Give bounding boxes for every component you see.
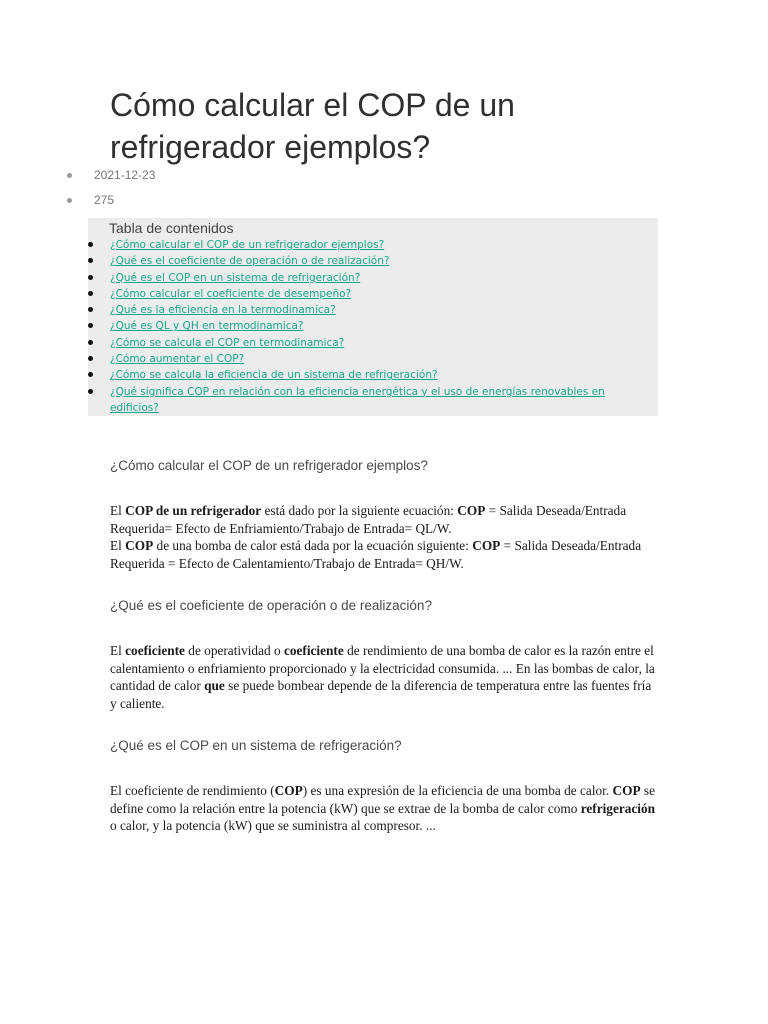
section-paragraph bbox=[110, 642, 660, 712]
bold-term: coeficiente bbox=[125, 643, 185, 658]
bold-term: que bbox=[204, 678, 225, 693]
toc-link[interactable]: ¿Qué es QL y QH en termodinamica? bbox=[110, 320, 304, 333]
text-run: ) es una expresión de la eficiencia de una bomba de calor. bbox=[302, 783, 613, 798]
toc-link[interactable]: ¿Cómo aumentar el COP? bbox=[110, 353, 245, 366]
text-run: El bbox=[110, 538, 126, 553]
section-paragraph bbox=[110, 502, 660, 572]
text-run: está dado por la siguiente ecuación: bbox=[261, 503, 458, 518]
bullet-icon bbox=[88, 307, 93, 312]
table-of-contents bbox=[88, 218, 658, 416]
bullet-icon bbox=[67, 198, 72, 203]
bullet-icon bbox=[88, 275, 93, 280]
toc-item bbox=[88, 351, 658, 367]
toc-item bbox=[88, 335, 658, 351]
toc-link[interactable]: ¿Cómo calcular el COP de un refrigerador ejemplos? bbox=[110, 239, 385, 251]
toc-item bbox=[88, 384, 658, 417]
toc-link[interactable]: ¿Qué es el coeficiente de operación o de realización? bbox=[110, 255, 390, 268]
text-run: de rendimiento de una bomba de calor es la razón entre el calentamiento o enfriamiento proporcionado y la electricidad consumida. ... En las bombas de calor, la cantidad de calor bbox=[110, 643, 655, 693]
toc-item bbox=[88, 286, 658, 302]
toc-link[interactable]: ¿Cómo se calcula el COP en termodinamica? bbox=[110, 336, 345, 349]
bullet-icon bbox=[88, 323, 93, 328]
text-run: o calor, y la potencia (kW) que se suministra al compresor. ... bbox=[110, 818, 436, 833]
text-run: de una bomba de calor está dada por la ecuación siguiente: bbox=[153, 538, 473, 553]
toc-link[interactable]: ¿Qué significa COP en relación con la eficiencia energética y el uso de energías renovables en edificios? bbox=[110, 385, 605, 414]
toc-item bbox=[88, 253, 658, 269]
toc-item bbox=[88, 270, 658, 286]
toc-link[interactable]: ¿Qué es el COP en un sistema de refrigeración? bbox=[110, 271, 361, 284]
text-run: se define como la relación entre la potencia (kW) que se extrae de la bomba de calor como bbox=[110, 783, 655, 816]
bullet-icon bbox=[88, 356, 93, 361]
bullet-icon bbox=[88, 242, 93, 247]
text-run: El bbox=[110, 643, 126, 658]
article-title: Cómo calcular el COP de un refrigerador ejemplos? bbox=[110, 87, 515, 165]
meta-views bbox=[0, 191, 155, 216]
bullet-icon bbox=[88, 291, 93, 296]
text-run: se puede bombear depende de la diferencia de temperatura entre las fuentes fría y caliente. bbox=[110, 678, 652, 711]
bullet-icon bbox=[88, 258, 93, 263]
section-heading: ¿Cómo calcular el COP de un refrigerador ejemplos? bbox=[110, 458, 428, 473]
bold-term: COP bbox=[274, 783, 303, 798]
toc-item bbox=[88, 318, 658, 334]
toc-item bbox=[88, 237, 658, 253]
bold-term: COP bbox=[612, 783, 641, 798]
bullet-icon bbox=[88, 340, 93, 345]
section-heading: ¿Qué es el COP en un sistema de refrigeración? bbox=[110, 738, 402, 753]
toc-link[interactable]: ¿Qué es la eficiencia en la termodinamica? bbox=[110, 304, 336, 317]
bold-term: COP bbox=[472, 538, 501, 553]
bullet-icon bbox=[88, 372, 93, 377]
article-date: 2021-12-23 bbox=[94, 168, 156, 182]
text-run: = Salida Deseada/Entrada Requerida= Efecto de Enfriamiento/Trabajo de Entrada= QL/W. bbox=[110, 503, 627, 536]
text-run: El coeficiente de rendimiento ( bbox=[110, 783, 275, 798]
toc-list bbox=[88, 237, 658, 416]
toc-link[interactable]: ¿Cómo calcular el coeficiente de desempeño? bbox=[110, 287, 352, 300]
article-views: 275 bbox=[94, 193, 115, 207]
bold-term: coeficiente bbox=[283, 643, 344, 658]
bullet-icon bbox=[88, 389, 93, 394]
article-meta bbox=[0, 166, 155, 216]
text-run: = Salida Deseada/Entrada Requerida = Efecto de Calentamiento/Trabajo de Entrada= QH/W. bbox=[110, 538, 642, 571]
toc-link[interactable]: ¿Cómo se calcula la eficiencia de un sistema de refrigeración? bbox=[110, 369, 438, 382]
meta-date bbox=[0, 166, 155, 191]
toc-item bbox=[88, 302, 658, 318]
bold-term: COP bbox=[125, 538, 154, 553]
bold-term: COP bbox=[457, 503, 486, 518]
toc-title: Tabla de contenidos bbox=[109, 220, 234, 236]
section-paragraph bbox=[110, 782, 660, 835]
text-run: El bbox=[110, 503, 126, 518]
toc-item bbox=[88, 367, 658, 383]
bullet-icon bbox=[67, 173, 72, 178]
bold-term: COP de un refrigerador bbox=[125, 503, 262, 518]
section-heading: ¿Qué es el coeficiente de operación o de realización? bbox=[110, 598, 432, 613]
text-run: de operatividad o bbox=[184, 643, 284, 658]
bold-term: refrigeración bbox=[580, 800, 656, 816]
